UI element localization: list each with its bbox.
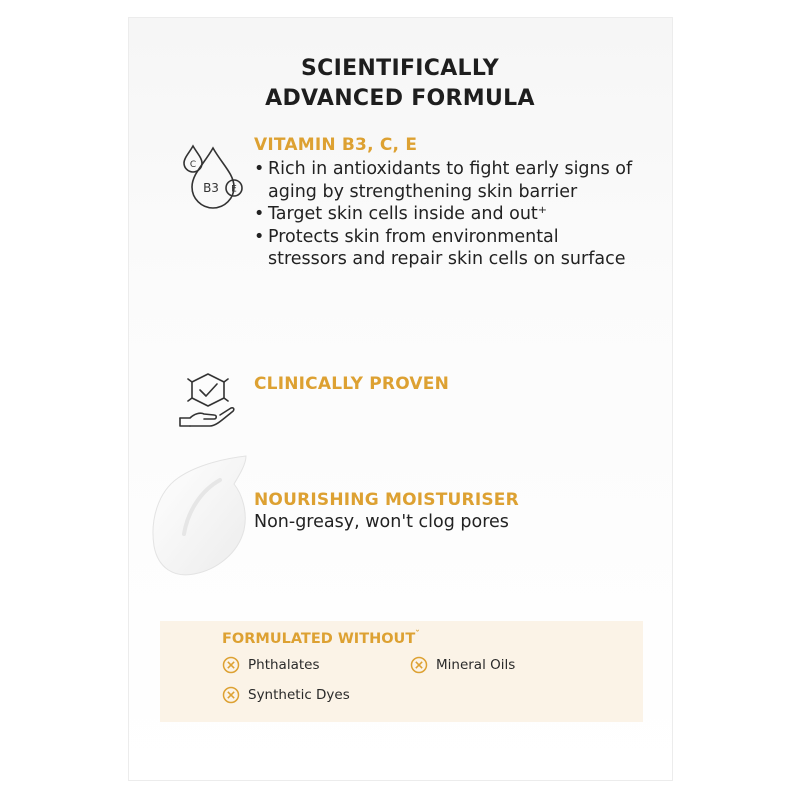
without-item-label: Phthalates	[248, 657, 320, 673]
circle-x-icon	[222, 656, 240, 674]
page-title	[0, 54, 800, 114]
vitamins-benefits-list	[254, 158, 634, 271]
without-item-label: Mineral Oils	[436, 657, 516, 673]
moisturiser-heading: NOURISHING MOISTURISER	[254, 490, 519, 510]
title-line-2: ADVANCED FORMULA	[265, 86, 535, 111]
clinical-heading: CLINICALLY PROVEN	[254, 374, 450, 394]
formulated-without-heading	[222, 630, 420, 647]
benefit-item: • Protects skin from environmental stressors and repair skin cells on surface	[254, 226, 634, 271]
benefit-item: • Target skin cells inside and out⁺	[254, 203, 634, 226]
circle-x-icon	[410, 656, 428, 674]
cream-swatch-icon	[150, 450, 252, 580]
without-item-label: Synthetic Dyes	[248, 687, 350, 703]
circle-x-icon	[222, 686, 240, 704]
moisturiser-description: Non-greasy, won't clog pores	[254, 512, 509, 532]
title-line-1: SCIENTIFICALLY	[301, 56, 499, 81]
benefit-item: • Rich in antioxidants to fight early signs of aging by strengthening skin barrier	[254, 158, 634, 203]
vitamin-e-label: E	[231, 184, 237, 195]
hand-shield-check-icon	[176, 370, 240, 432]
footnote-mark: ˇ	[415, 630, 420, 640]
vitamin-b3-label: B3	[203, 181, 219, 195]
without-item	[222, 686, 350, 704]
without-item	[222, 656, 319, 674]
without-item	[410, 656, 515, 674]
vitamin-c-label: C	[189, 160, 197, 170]
vitamins-heading: VITAMIN B3, C, E	[254, 135, 418, 155]
formulated-without-text: FORMULATED WITHOUT	[222, 630, 416, 647]
vitamin-drops-icon	[180, 140, 246, 218]
